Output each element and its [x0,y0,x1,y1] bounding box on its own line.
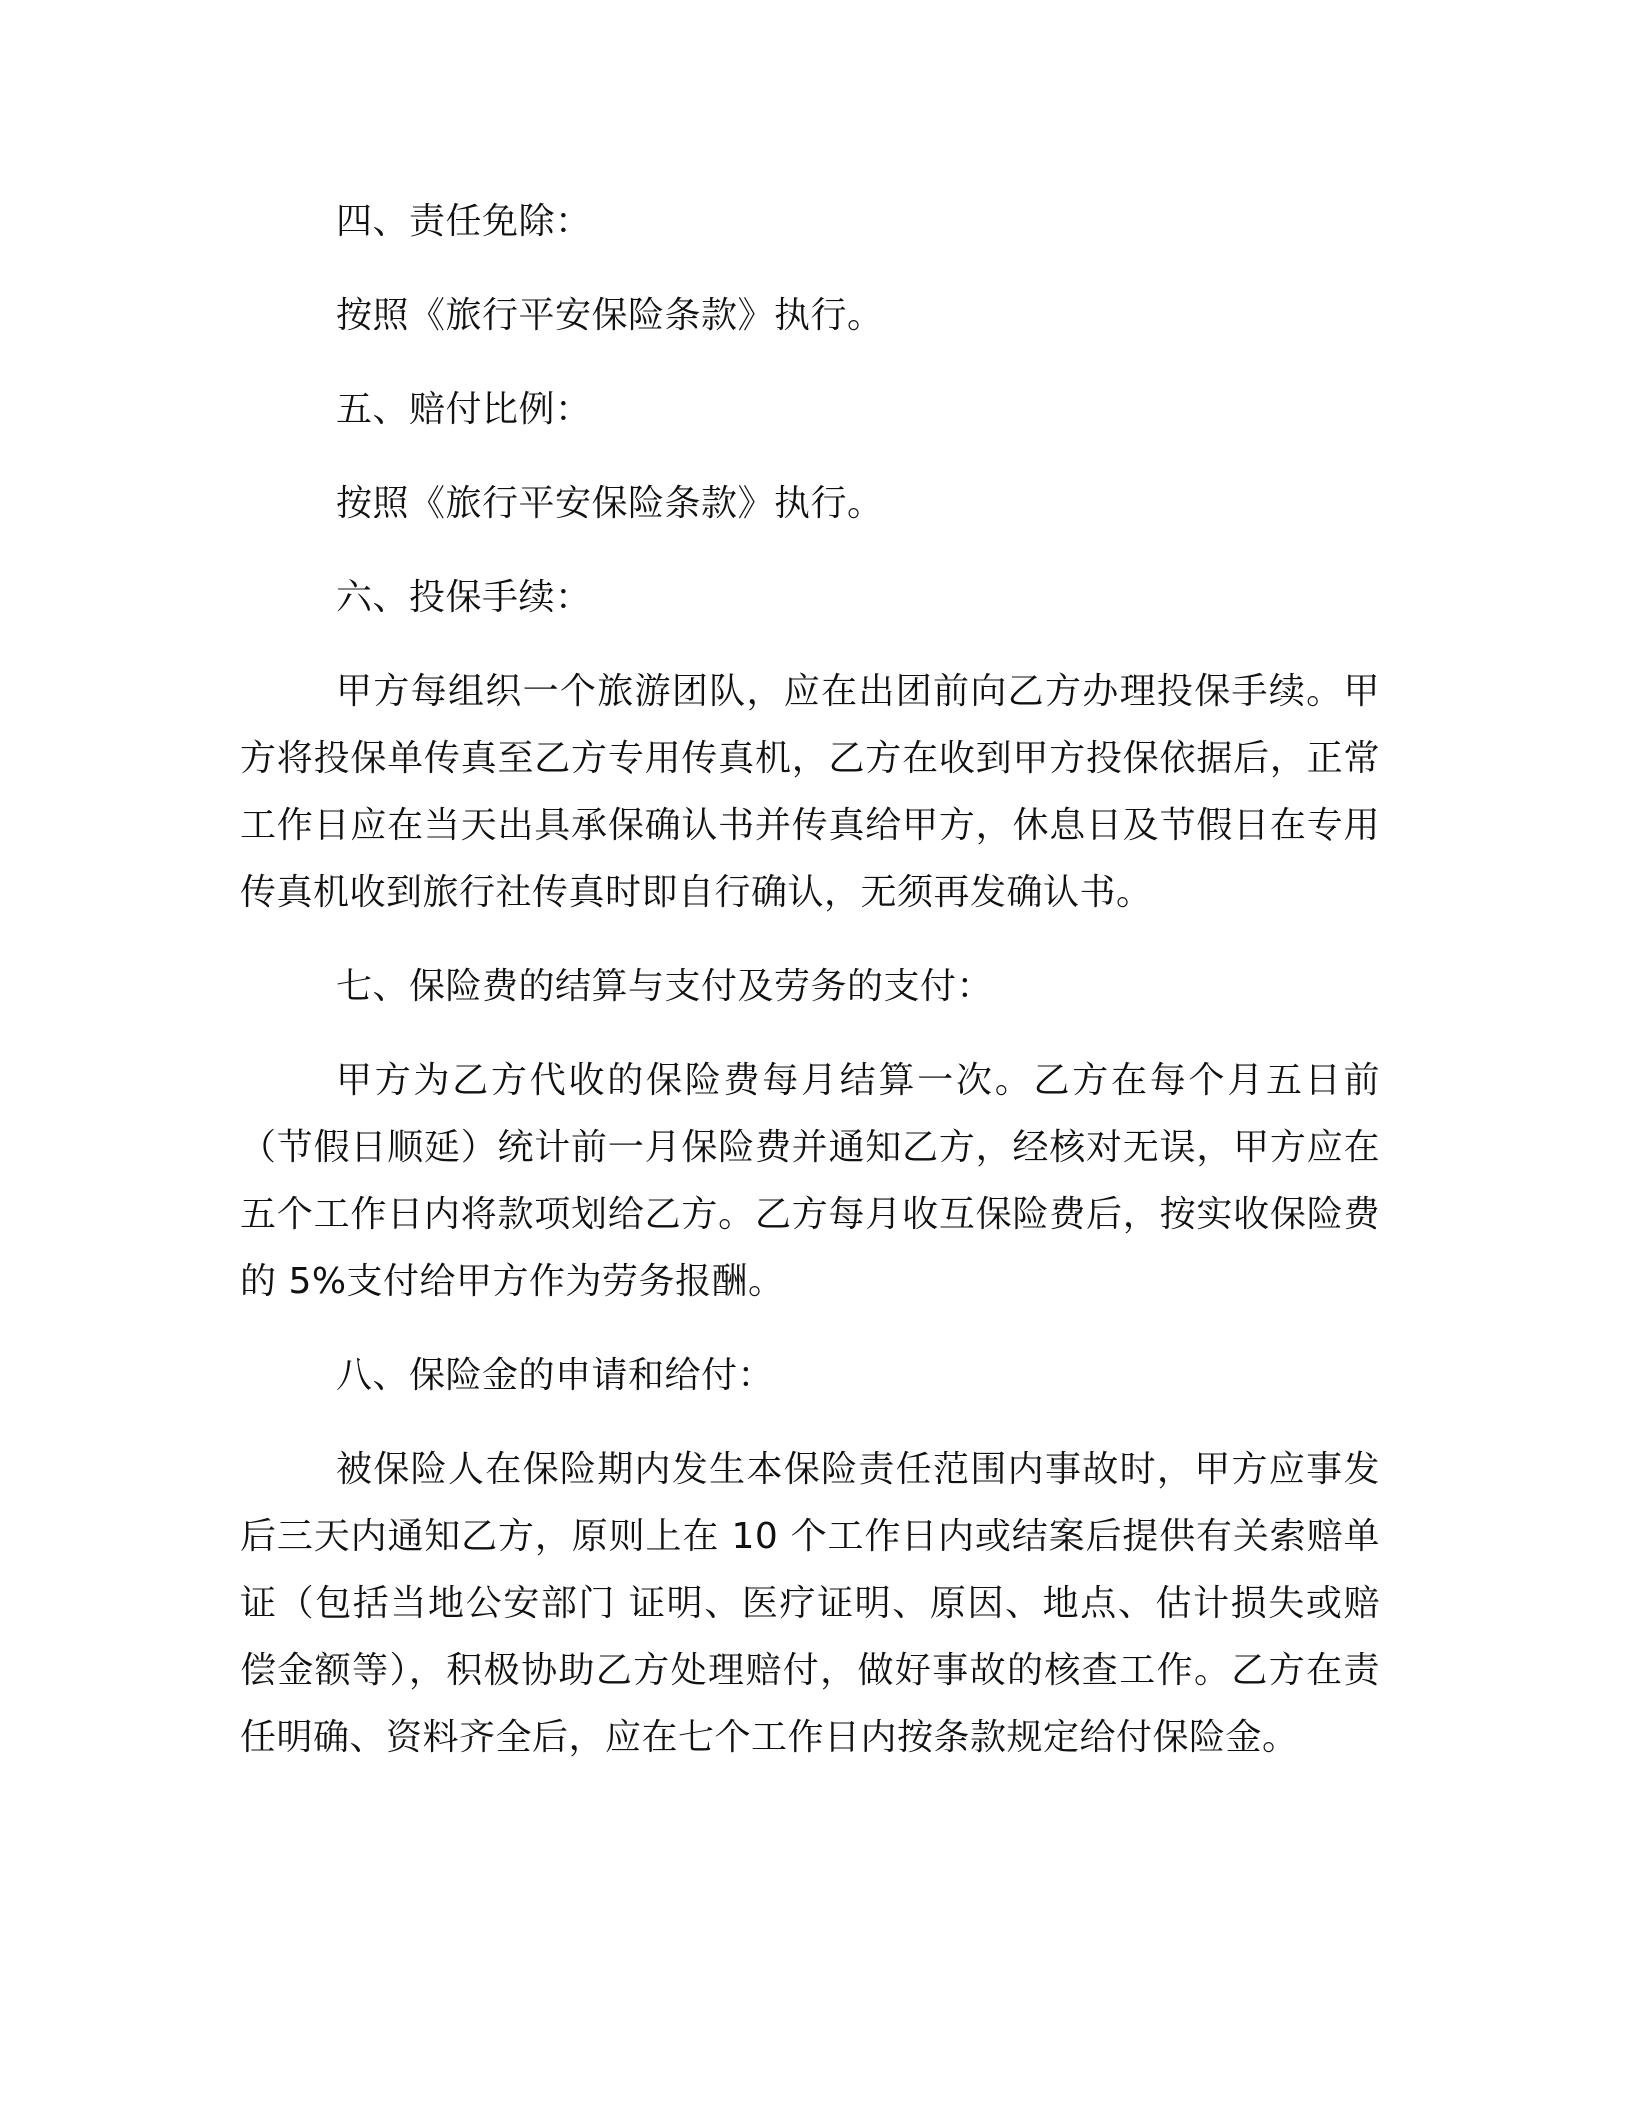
section-6-heading: 六、投保手续： [336,577,592,618]
section-5-heading: 五、赔付比例： [336,389,592,430]
section-4-body: 按照《旅行平安保险条款》执行。 [336,295,884,336]
section-6-body: 甲方每组织一个旅游团队，应在出团前向乙方办理投保手续。甲方将投保单传真至乙方专用传真机，乙方在收到甲方投保依据后，正常工作日应在当天出具承保确认书并传真给甲方，休息日及节假日在专用传真机收到旅行社传真时即自行确认，无须再发确认书。 [240,671,1380,913]
section-5-body: 按照《旅行平安保险条款》执行。 [336,483,884,524]
section-7-body: 甲方为乙方代收的保险费每月结算一次。乙方在每个月五日前（节假日顺延）统计前一月保险费并通知乙方，经核对无误，甲方应在五个工作日内将款项划给乙方。乙方每月收互保险费后，按实收保险费的 5%支付给甲方作为劳务报酬。 [240,1060,1380,1302]
section-8-heading: 八、保险金的申请和给付： [336,1355,775,1396]
section-7-heading: 七、保险费的结算与支付及劳务的支付： [336,966,994,1007]
document-content [240,188,1380,1798]
section-8-body: 被保险人在保险期内发生本保险责任范围内事故时，甲方应事发后三天内通知乙方，原则上在 10 个工作日内或结案后提供有关索赔单证（包括当地公安部门 证明、医疗证明、原因、地点、估计损失或赔偿金额等），积极协助乙方处理赔付，做好事故的核查工作。乙方在责任明确、资料齐全后，应在七个工作日内按条款规定给付保险金。 [240,1449,1380,1758]
section-4-heading: 四、责任免除： [336,201,592,242]
